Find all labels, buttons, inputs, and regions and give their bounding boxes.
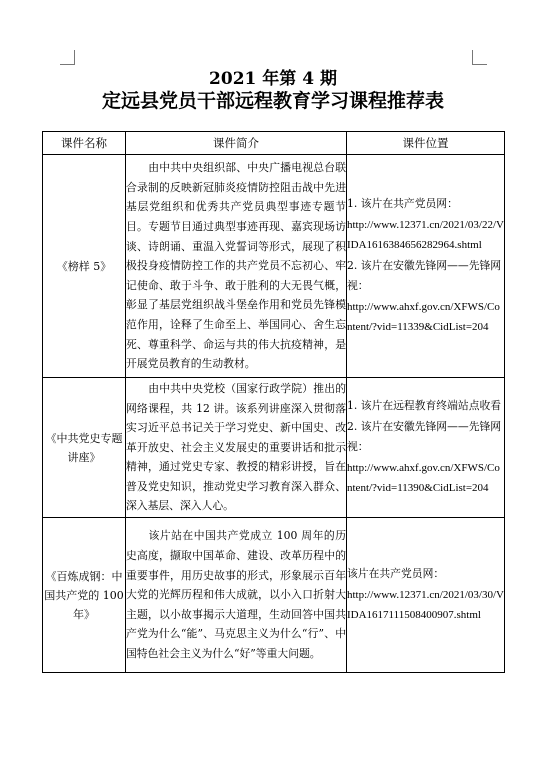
column-header-location: 课件位置 xyxy=(347,132,505,155)
course-location xyxy=(347,155,505,378)
course-description-text: 该片站在中国共产党成立 100 周年的历史高度，撷取中国革命、建设、改革历程中的重要事件，用历史故事的形式，形象展示百年大党的光辉历程和伟大成就，以小入口折射大主题，以小故事揭示大道理，生动回答中国共产党为什么“能”、马克思主义为什么“行”、中国特色社会主义为什么“好”等重大问题。 xyxy=(126,529,346,660)
table-row xyxy=(43,378,505,518)
location-label: 2. 该片在安徽先锋网——先锋网视： xyxy=(347,258,502,293)
issue-number: 2021 年第 4 期 xyxy=(209,69,337,89)
course-name-text: 《榜样 5》 xyxy=(56,259,112,273)
location-link[interactable]: http://www.12371.cn/2021/03/22/VIDA1616384656282964.shtml xyxy=(347,218,504,252)
table-header-row xyxy=(43,132,505,155)
location-label: 1. 该片在共产党员网： xyxy=(347,197,458,211)
course-location xyxy=(347,518,505,673)
table-row xyxy=(43,155,505,378)
course-description-text: 由中共中央组织部、中央广播电视总台联合录制的反映新冠肺炎疫情防控阻击战中先进基层党组织和优秀共产党员典型事迹专题节目。专题节目通过典型事迹再现、嘉宾现场访谈、诗朗诵、重温入党誓词等形式，展现了积极投身疫情防控工作的共产党员不忘初心、牢记使命、敢于斗争、敢于胜利的大无畏气概，彰显了基层党组织战斗堡垒作用和党员先锋模范作用，诠释了生命至上、举国同心、舍生忘死、尊重科学、命运与共的伟大抗疫精神，是开展党员教育的生动教材。 xyxy=(126,161,346,371)
location-link[interactable]: http://www.ahxf.gov.cn/XFWS/Content/?vid=11339&CidList=204 xyxy=(347,300,500,334)
crop-mark-top-right xyxy=(472,50,487,65)
course-description xyxy=(126,378,347,518)
course-name xyxy=(43,378,126,518)
page-title: 定远县党员干部远程教育学习课程推荐表 xyxy=(101,90,444,112)
course-name-text: 《百炼成钢：中国共产党的 100 年》 xyxy=(44,569,124,621)
location-label: 1. 该片在远程教育终端站点收看 xyxy=(347,399,502,413)
course-name xyxy=(43,518,126,673)
course-description xyxy=(126,155,347,378)
course-location xyxy=(347,378,505,518)
column-header-description: 课件简介 xyxy=(126,132,347,155)
course-name-text: 《中共党史专题讲座》 xyxy=(45,431,123,464)
location-link[interactable]: http://www.ahxf.gov.cn/XFWS/Content/?vid=11390&CidList=204 xyxy=(347,461,500,495)
course-description-text: 由中共中央党校（国家行政学院）推出的网络课程，共 12 讲。该系列讲座深入贯彻落实习近平总书记关于学习党史、新中国史、改革开放史、社会主义发展史的重要讲话和批示精神，通过党史专家、教授的精彩讲授，旨在普及党史知识，推动党史学习教育深入群众、深入基层、深入人心。 xyxy=(126,381,346,513)
location-link[interactable]: http://www.12371.cn/2021/03/30/VIDA1617111508400907.shtml xyxy=(347,588,504,622)
table-row xyxy=(43,518,505,673)
column-header-name: 课件名称 xyxy=(43,132,126,155)
location-label: 该片在共产党员网： xyxy=(347,567,445,581)
crop-mark-top-left xyxy=(60,50,75,65)
course-name xyxy=(43,155,126,378)
location-label: 2. 该片在安徽先锋网——先锋网视： xyxy=(347,419,502,454)
course-table xyxy=(42,131,505,673)
course-description xyxy=(126,518,347,673)
